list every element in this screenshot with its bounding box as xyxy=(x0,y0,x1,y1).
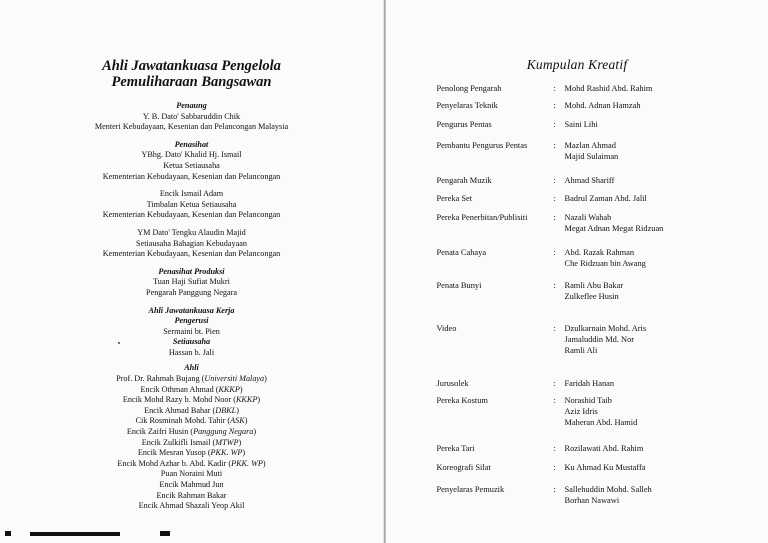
penasihat-1-position: Ketua Setiausaha xyxy=(163,160,220,170)
pengerusi-name: Sermaini bt. Pien xyxy=(163,326,220,336)
creative-name: Ramli Ali xyxy=(564,346,598,355)
creative-name: Ku Ahmad Ku Mustaffa xyxy=(564,463,646,472)
creative-name: Abd. Razak Rahman xyxy=(564,248,635,257)
creative-names xyxy=(565,193,755,204)
creative-names xyxy=(565,280,755,302)
ahli-member-close: ) xyxy=(244,416,248,426)
ahli-member-institution: Panggung Negara xyxy=(193,427,254,437)
creative-name: Mazlan Ahmad xyxy=(564,141,616,150)
penasihat-heading: Penasihat xyxy=(174,139,209,149)
creative-separator: : xyxy=(553,84,556,93)
penasihat-3-position: Setiausaha Bahagian Kebudayaan xyxy=(136,238,247,248)
ahli-member xyxy=(0,491,383,502)
creative-role: Penolong Pengarah xyxy=(436,84,502,93)
ahli-member xyxy=(0,385,383,396)
creative-names xyxy=(565,119,755,130)
penasihat-1-ministry: Kementerian Kebudayaan, Kesenian dan Pelancongan xyxy=(102,171,281,181)
ahli-member-name: Encik Zulkifli Ismail ( xyxy=(141,437,216,447)
committee-list xyxy=(0,101,383,512)
creative-separator: : xyxy=(553,213,556,222)
ahli-member xyxy=(0,480,383,491)
creative-names xyxy=(565,323,755,356)
penasihat-2-position: Timbalan Ketua Setiausaha xyxy=(146,199,237,209)
creative-name: Rozilawati Abd. Rahim xyxy=(564,444,644,453)
creative-role: Jurusolek xyxy=(436,379,469,388)
ahli-member xyxy=(0,469,383,480)
setiausaha-heading: Setiausaha xyxy=(172,337,211,347)
ahli-member-institution: PKK. WP xyxy=(210,448,243,458)
penasihat-3-name: YM Dato' Tengku Alaudin Majid xyxy=(137,227,246,237)
creative-names xyxy=(565,484,755,506)
creative-role: Pengarah Muzik xyxy=(436,176,492,185)
print-speck xyxy=(118,342,120,344)
ahli-member xyxy=(0,459,383,470)
creative-names xyxy=(565,395,755,428)
creative-separator: : xyxy=(553,141,556,150)
creative-separator: : xyxy=(553,176,556,185)
creative-role: Pengurus Pentas xyxy=(436,120,492,129)
committee-title-line2: Pemuliharaan Bangsawan xyxy=(111,74,272,90)
ahli-list xyxy=(0,374,383,512)
creative-separator: : xyxy=(553,120,556,129)
creative-names xyxy=(565,378,755,389)
creative-role: Pereka Set xyxy=(436,194,473,203)
creative-separator: : xyxy=(553,101,556,110)
ahli-member xyxy=(0,438,383,449)
creative-name: Ahmad Shariff xyxy=(564,176,615,185)
creative-names xyxy=(565,175,755,186)
creative-name: Norashid Taib xyxy=(564,396,612,405)
ahli-member-institution: MTWP xyxy=(215,437,239,447)
ahli-member-name: Puan Noraini Muti xyxy=(160,469,223,479)
creative-name: Saini Lihi xyxy=(564,120,598,129)
penasihat-2-name: Encik Ismail Adam xyxy=(159,189,224,199)
penaung-position: Menteri Kebudayaan, Kesenian dan Pelancongan Malaysia xyxy=(94,122,289,132)
ahli-heading: Ahli xyxy=(184,363,199,373)
ahli-member-name: Encik Zaifri Husin ( xyxy=(126,427,194,437)
penasihat-produksi-position: Pengarah Panggung Negara xyxy=(146,287,237,297)
creative-name: Jamaluddin Md. Nor xyxy=(564,335,635,344)
creative-name: Badrul Zaman Abd. Jalil xyxy=(564,194,647,203)
ahli-member-institution: KKKP xyxy=(218,384,240,394)
ahli-member-institution: Universiti Malaya xyxy=(204,374,265,384)
creative-names xyxy=(565,443,755,454)
creative-separator: : xyxy=(553,485,556,494)
creative-names xyxy=(565,247,755,269)
creative-names xyxy=(565,100,755,111)
setiausaha-name: Hassan b. Jali xyxy=(168,347,215,357)
scan-edge-mark xyxy=(160,531,170,536)
creative-name: Che Ridzuan bin Awang xyxy=(564,259,646,268)
penaung-heading: Penaung xyxy=(176,101,207,110)
creative-separator: : xyxy=(553,281,556,290)
ahli-member-institution: KKKP xyxy=(235,395,258,405)
ahli-member xyxy=(0,448,383,459)
creative-name: Megat Adnan Megat Ridzuan xyxy=(564,224,664,233)
committee-title xyxy=(0,58,383,90)
creative-names xyxy=(565,462,755,473)
ahli-member-name: Encik Mesran Yusop ( xyxy=(137,448,211,458)
creative-name: Borhan Nawawi xyxy=(564,496,620,505)
ahli-member-name: Encik Mohd Razy b. Mohd Noor ( xyxy=(122,395,236,405)
creative-separator: : xyxy=(553,248,556,257)
ahli-member-close: ) xyxy=(257,395,261,405)
ahli-member xyxy=(0,374,383,385)
creative-names xyxy=(565,83,755,94)
creative-name: Nazali Wahab xyxy=(564,213,612,222)
creative-name: Dzulkarnain Mohd. Aris xyxy=(564,324,647,333)
ahli-member-close: ) xyxy=(264,374,267,384)
ahli-member-close: ) xyxy=(262,458,266,468)
creative-names xyxy=(565,140,755,162)
creative-separator: : xyxy=(553,444,556,453)
penasihat-produksi-heading: Penasihat Produksi xyxy=(158,266,225,276)
creative-role: Penyelaras Pemuzik xyxy=(436,485,505,494)
ahli-member-institution: DBKL xyxy=(215,405,237,415)
penasihat-2-ministry: Kementerian Kebudayaan, Kesenian dan Pelancongan xyxy=(102,210,281,220)
ahli-member-name: Encik Mohd Azhar b. Abd. Kadir ( xyxy=(117,458,232,468)
creative-name: Sallehuddin Mohd. Salleh xyxy=(564,485,652,494)
penasihat-1-name: YBhg. Dato' Khalid Hj. Ismail xyxy=(141,150,242,160)
creative-title: Kumpulan Kreatif xyxy=(526,57,628,72)
creative-role: Pereka Penerbitan/Publisiti xyxy=(436,213,528,222)
ahli-member-close: ) xyxy=(253,427,257,437)
creative-role: Penata Cahaya xyxy=(436,248,487,257)
right-page xyxy=(386,0,768,543)
ahli-member-institution: PKK. WP xyxy=(231,458,263,468)
creative-role: Video xyxy=(436,324,457,333)
ahli-member-close: ) xyxy=(242,448,246,458)
creative-name: Ramli Abu Bakar xyxy=(564,281,624,290)
ahli-member-name: Prof. Dr. Rahmah Bujang ( xyxy=(116,374,205,384)
creative-separator: : xyxy=(553,463,556,472)
ahli-member xyxy=(0,406,383,417)
scan-edge-mark xyxy=(30,532,120,536)
creative-name: Majid Sulaiman xyxy=(564,152,619,161)
creative-names xyxy=(565,212,755,234)
creative-separator: : xyxy=(553,324,556,333)
creative-name: Zulkeflee Husin xyxy=(564,292,619,301)
ahli-member-close: ) xyxy=(239,384,243,394)
creative-name: Mohd. Adnan Hamzah xyxy=(564,101,641,110)
ahli-member xyxy=(0,395,383,406)
pengerusi-heading: Pengerusi xyxy=(174,316,209,326)
creative-role: Penata Bunyi xyxy=(436,281,482,290)
ahli-member-name: Encik Ahmad Shazali Yeop Akil xyxy=(138,501,245,511)
ahli-member-institution: ASK xyxy=(230,416,245,426)
ahli-member xyxy=(0,416,383,427)
creative-role: Pereka Tari xyxy=(436,444,475,453)
ahli-member xyxy=(0,501,383,512)
penasihat-3-ministry: Kementerian Kebudayaan, Kesenian dan Pelancongan xyxy=(102,249,281,259)
ahli-member-close: ) xyxy=(236,405,239,415)
creative-name: Aziz Idris xyxy=(564,407,598,416)
creative-separator: : xyxy=(553,194,556,203)
creative-role: Pembantu Pengurus Pentas xyxy=(436,141,528,150)
ahli-member-name: Encik Ahmad Bahar ( xyxy=(144,405,216,415)
ahli-member xyxy=(0,427,383,438)
penasihat-produksi-name: Tuan Haji Sufiat Mukri xyxy=(153,277,230,287)
creative-role: Koreografi Silat xyxy=(436,463,491,472)
ahli-member-name: Encik Rahman Bakar xyxy=(156,490,227,500)
penaung-name: Y. B. Dato' Sabbaruddin Chik xyxy=(142,111,241,121)
creative-role: Penyelaras Teknik xyxy=(436,101,498,110)
creative-name: Faridah Hanan xyxy=(564,379,615,388)
ajk-heading: Ahli Jawatankuasa Kerja xyxy=(148,305,235,315)
ahli-member-name: Encik Mahmud Jun xyxy=(159,480,224,489)
ahli-member-name: Encik Othman Ahmad ( xyxy=(140,384,219,394)
scan-edge-mark xyxy=(5,531,11,536)
creative-name: Mohd Rashid Abd. Rahim xyxy=(564,84,653,93)
creative-separator: : xyxy=(553,396,556,405)
ahli-member-name: Cik Rosminah Mohd. Tahir ( xyxy=(135,416,231,426)
ahli-member-close: ) xyxy=(238,437,242,447)
creative-role: Pereka Kostum xyxy=(436,396,488,405)
creative-name: Maheran Abd. Hamid xyxy=(564,418,638,427)
creative-separator: : xyxy=(553,379,556,388)
committee-title-line1: Ahli Jawatankuasa Pengelola xyxy=(102,58,281,74)
